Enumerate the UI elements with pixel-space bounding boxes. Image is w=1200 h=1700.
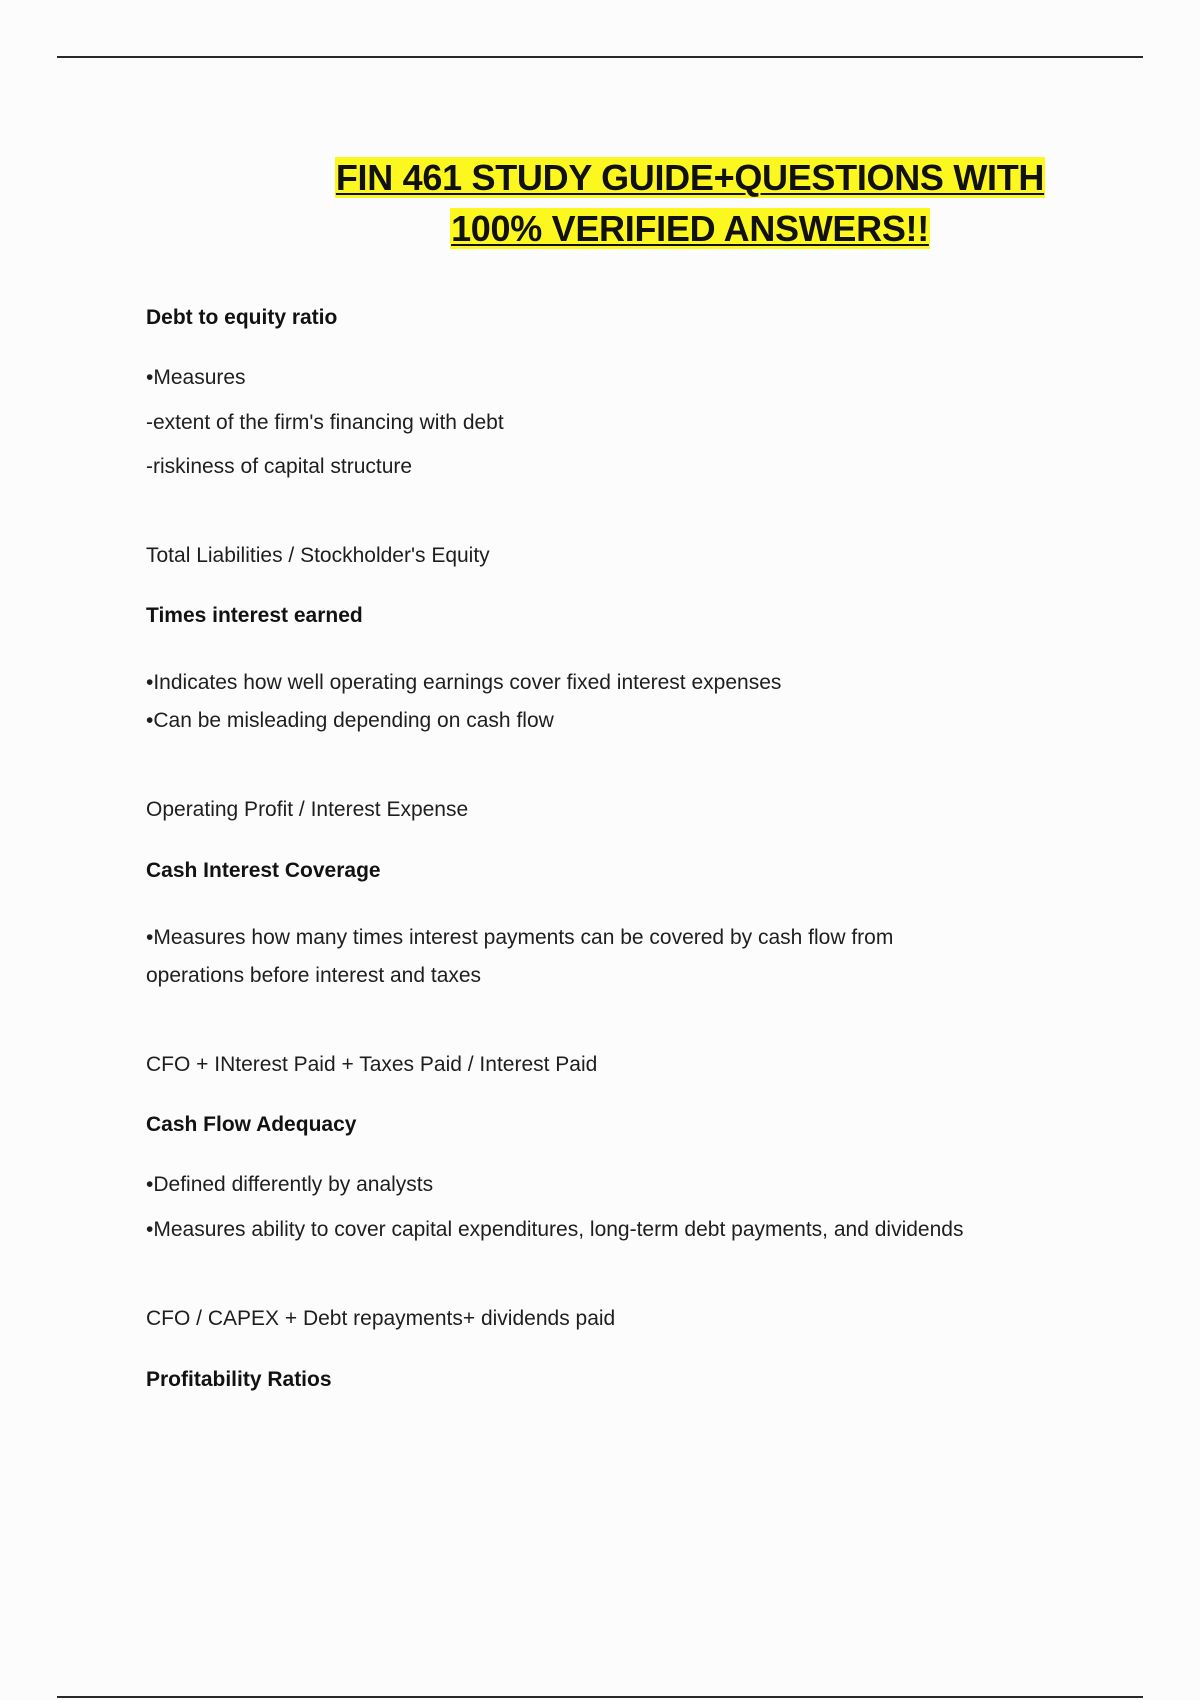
document-title <box>300 152 1080 254</box>
section-answer: CFO / CAPEX + Debt repayments+ dividends paid <box>146 1307 616 1330</box>
section-line: •Defined differently by analysts <box>146 1173 434 1196</box>
section-line: •Measures how many times interest payments can be covered by cash flow from <box>146 926 894 949</box>
section-line: operations before interest and taxes <box>146 964 482 987</box>
section-heading-profitability-ratios: Profitability Ratios <box>146 1368 332 1391</box>
section-line: •Indicates how well operating earnings cover fixed interest expenses <box>146 671 782 694</box>
section-heading-cash-flow-adequacy: Cash Flow Adequacy <box>146 1113 357 1136</box>
section-heading-debt-to-equity: Debt to equity ratio <box>146 306 338 329</box>
section-answer: CFO + INterest Paid + Taxes Paid / Interest Paid <box>146 1053 598 1076</box>
top-rule <box>57 56 1143 58</box>
section-answer: Operating Profit / Interest Expense <box>146 798 469 821</box>
section-heading-times-interest-earned: Times interest earned <box>146 604 363 627</box>
title-line-2: 100% VERIFIED ANSWERS!! <box>451 208 929 249</box>
section-line: -riskiness of capital structure <box>146 455 413 478</box>
section-line: •Can be misleading depending on cash flow <box>146 709 554 732</box>
section-heading-cash-interest-coverage: Cash Interest Coverage <box>146 859 381 882</box>
section-line: •Measures <box>146 366 246 389</box>
section-line: •Measures ability to cover capital expenditures, long-term debt payments, and dividends <box>146 1218 964 1241</box>
title-line-1: FIN 461 STUDY GUIDE+QUESTIONS WITH <box>335 157 1045 198</box>
section-line: -extent of the firm's financing with debt <box>146 411 504 434</box>
bottom-rule <box>57 1696 1143 1698</box>
section-answer: Total Liabilities / Stockholder's Equity <box>146 544 490 567</box>
